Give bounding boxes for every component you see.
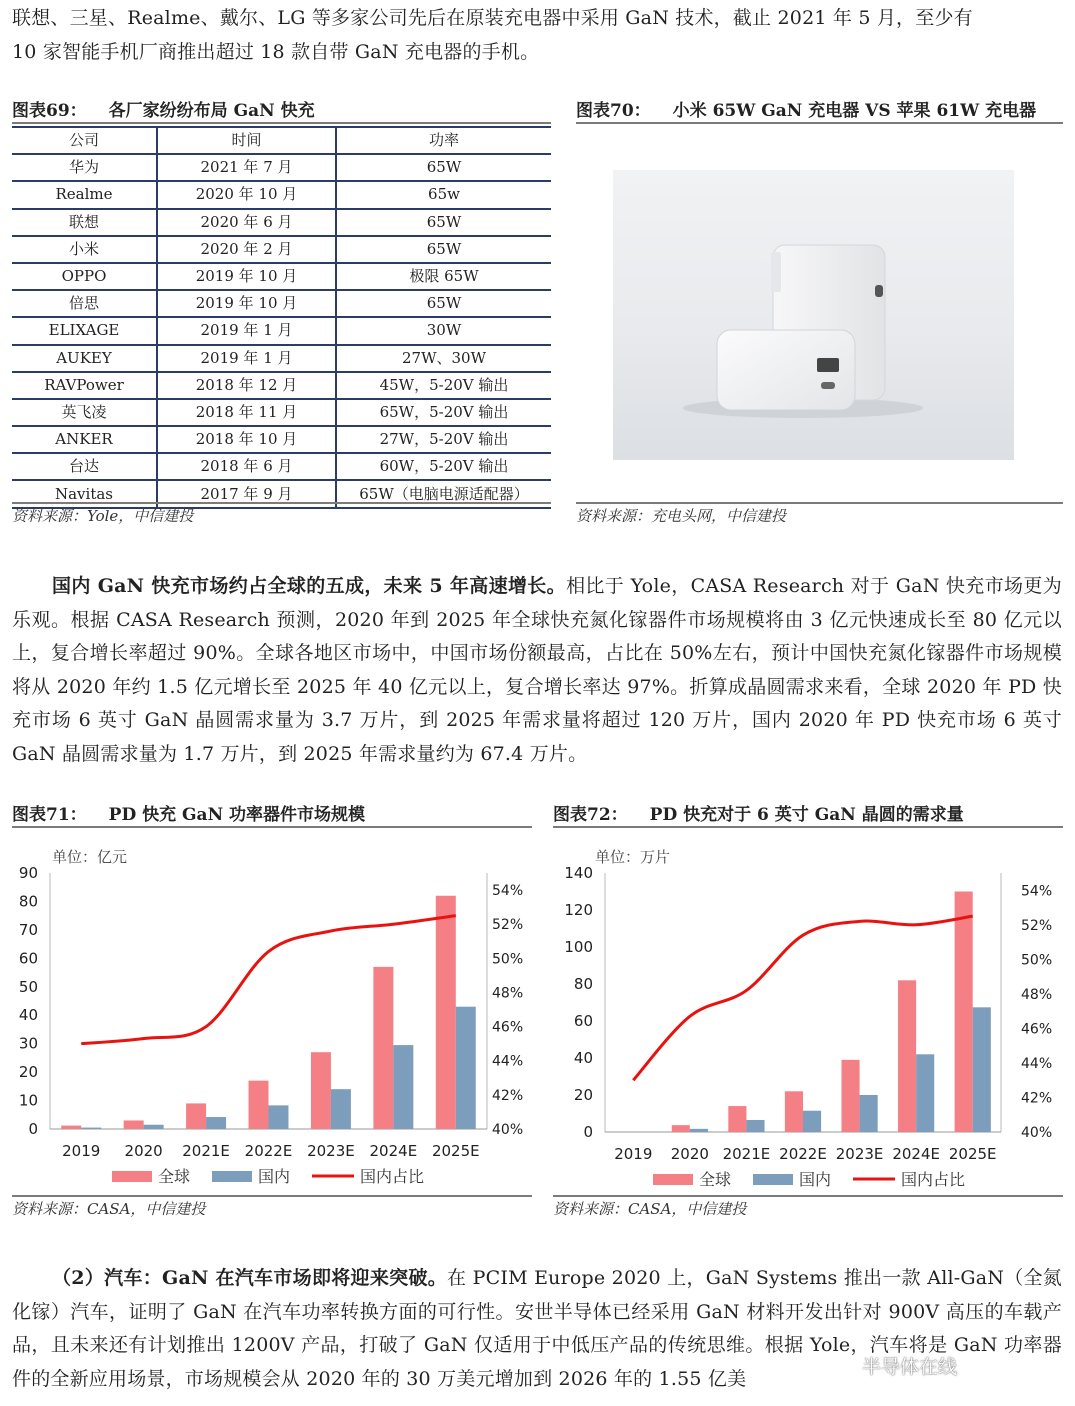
intro-line-1: 联想、三星、Realme、戴尔、LG 等多家公司先后在原装充电器中采用 GaN 技术，截止 2021 年 5 月，至少有 — [12, 7, 973, 29]
cell-time: 2018 年 11 月 — [157, 399, 336, 426]
cell-power: 65W — [336, 209, 551, 236]
cell-company: 小米 — [12, 236, 157, 263]
fig71-source: 资料来源：CASA，中信建投 — [12, 1200, 206, 1218]
section1-paragraph — [12, 570, 1062, 771]
cell-time: 2018 年 6 月 — [157, 453, 336, 480]
bar-global — [61, 1126, 81, 1129]
cell-company: 华为 — [12, 154, 157, 181]
y-tick-label: 140 — [564, 864, 593, 882]
cell-company: AUKEY — [12, 345, 157, 372]
bar-domestic — [206, 1117, 226, 1129]
fig70-title-text: 小米 65W GaN 充电器 VS 苹果 61W 充电器 — [672, 101, 1037, 121]
legend-label-share: 国内占比 — [901, 1170, 966, 1189]
fig70-title — [576, 96, 1036, 121]
x-tick-label: 2023E — [835, 1145, 884, 1163]
table-row — [12, 317, 551, 344]
x-tick-label: 2024E — [892, 1145, 940, 1163]
y2-tick-label: 52% — [1021, 917, 1053, 934]
cell-time: 2020 年 2 月 — [157, 236, 336, 263]
x-tick-label: 2022E — [779, 1145, 827, 1163]
fig69-top-rule — [12, 122, 551, 124]
watermark-text: 半导体在线 — [862, 1356, 958, 1378]
cell-company: Navitas — [12, 480, 157, 507]
fig72-title — [553, 800, 964, 825]
y-tick-label: 50 — [18, 977, 38, 996]
gan-charger-table — [12, 126, 551, 509]
y-tick-label: 40 — [18, 1006, 38, 1025]
table-row — [12, 290, 551, 317]
cell-power: 30W — [336, 317, 551, 344]
col-header-time: 时间 — [157, 127, 336, 154]
chart-unit-label: 单位：万片 — [595, 848, 671, 866]
y-tick-label: 80 — [18, 892, 38, 911]
cell-power: 65W，5-20V 输出 — [336, 399, 551, 426]
y2-tick-label: 54% — [492, 883, 524, 900]
fig72-number: 图表72： — [553, 805, 628, 825]
cell-time: 2019 年 1 月 — [157, 317, 336, 344]
bar-global — [311, 1052, 331, 1129]
bar-domestic — [393, 1045, 413, 1129]
legend-swatch-domestic — [753, 1174, 793, 1185]
x-tick-label: 2020 — [670, 1145, 709, 1163]
bar-global — [785, 1091, 803, 1132]
intro-paragraph — [12, 2, 1062, 69]
fig69-title — [12, 96, 315, 121]
cell-time: 2018 年 10 月 — [157, 426, 336, 453]
cell-company: RAVPower — [12, 372, 157, 399]
cell-power: 45W，5-20V 输出 — [336, 372, 551, 399]
domestic-share-line — [81, 916, 456, 1044]
cell-time: 2020 年 6 月 — [157, 209, 336, 236]
bar-domestic — [269, 1105, 289, 1129]
fig69-bottom-rule — [12, 502, 551, 504]
y2-tick-label: 48% — [1021, 986, 1053, 1003]
bar-domestic — [746, 1120, 764, 1132]
cell-power: 65W（电脑电源适配器） — [336, 480, 551, 507]
cell-time: 2021 年 7 月 — [157, 154, 336, 181]
y2-tick-label: 46% — [492, 1019, 524, 1036]
y-tick-label: 20 — [573, 1086, 593, 1104]
fig71-title-text: PD 快充 GaN 功率器件市场规模 — [108, 805, 366, 825]
cell-power: 65W — [336, 236, 551, 263]
intro-line-2: 10 家智能手机厂商推出超过 18 款自带 GaN 充电器的手机。 — [12, 40, 540, 63]
y2-tick-label: 44% — [1021, 1055, 1053, 1072]
y-tick-label: 100 — [564, 938, 593, 956]
section1-text: 相比于 Yole，CASA Research 对于 GaN 快充市场更为乐观。根据 CASA Research 预测，2020 年到 2025 年全球快充氮化镓器件市场规模将由 3 亿元快速成长至 80 亿元以上，复合增长率超过 90%。全球各地区市场中，中国市场份额最高，占比在 50%左右，预计中国快充氮化镓器件市场规模将从 2020 年约 1.5 亿元增长至 2025 年 40 亿元以上，复合增长率达 97%。折算成晶圆需求来看，全球 2020 年 PD 快充市场 6 英寸 GaN 晶圆需求量为 3.7 万片，到 2025 年需求量将超过 120 万片，国内 2020 年 PD 快充市场 6 英寸 GaN 晶圆需求量为 1.7 万片，到 2025 年需求量约为 67.4 万片。 — [12, 575, 1062, 765]
x-tick-label: 2019 — [62, 1142, 101, 1160]
table-header-row — [12, 127, 551, 154]
bar-global — [186, 1103, 206, 1129]
cell-power: 27W、30W — [336, 345, 551, 372]
cell-company: Realme — [12, 181, 157, 208]
legend-swatch-domestic — [212, 1171, 252, 1182]
cell-power: 65W — [336, 290, 551, 317]
x-tick-label: 2025E — [948, 1145, 997, 1163]
table-row — [12, 209, 551, 236]
bar-domestic — [803, 1111, 821, 1132]
y-tick-label: 70 — [18, 920, 38, 939]
legend-label-domestic: 国内 — [258, 1167, 291, 1186]
fig69-title-text: 各厂家纷纷布局 GaN 快充 — [108, 101, 315, 121]
x-tick-label: 2021E — [722, 1145, 771, 1163]
x-tick-label: 2023E — [307, 1142, 355, 1160]
y2-tick-label: 52% — [492, 917, 524, 934]
bar-domestic — [144, 1125, 164, 1129]
table-row — [12, 399, 551, 426]
cell-power: 65w — [336, 181, 551, 208]
gan-device-market-chart — [12, 835, 532, 1195]
col-header-power: 功率 — [336, 127, 551, 154]
y2-tick-label: 54% — [1021, 883, 1053, 900]
x-tick-label: 2021E — [182, 1142, 230, 1160]
y2-tick-label: 44% — [492, 1053, 524, 1070]
table-row — [12, 154, 551, 181]
fig71-bottom-rule — [12, 1195, 532, 1197]
y-tick-label: 0 — [28, 1120, 38, 1138]
cell-time: 2017 年 9 月 — [157, 480, 336, 507]
cell-time: 2019 年 10 月 — [157, 290, 336, 317]
cell-company: 倍思 — [12, 290, 157, 317]
fig69-source: 资料来源：Yole，中信建投 — [12, 507, 194, 525]
bar-domestic — [81, 1128, 101, 1129]
y2-tick-label: 50% — [492, 951, 524, 968]
y-tick-label: 40 — [573, 1049, 593, 1067]
bar-global — [249, 1081, 269, 1129]
bar-global — [728, 1106, 746, 1132]
fig72-top-rule — [553, 826, 1063, 828]
cell-power: 65W — [336, 154, 551, 181]
bar-global — [373, 967, 393, 1129]
fig71-top-rule — [12, 826, 532, 828]
bar-global — [436, 896, 456, 1129]
cell-company: OPPO — [12, 263, 157, 290]
legend-label-global: 全球 — [158, 1167, 191, 1186]
table-row — [12, 181, 551, 208]
cell-time: 2019 年 10 月 — [157, 263, 336, 290]
x-tick-label: 2022E — [244, 1142, 293, 1160]
table-row — [12, 263, 551, 290]
bar-domestic — [456, 1007, 476, 1129]
cell-power: 极限 65W — [336, 263, 551, 290]
table-row — [12, 426, 551, 453]
y-tick-label: 20 — [18, 1063, 38, 1082]
legend-label-global: 全球 — [699, 1170, 732, 1189]
x-tick-label: 2024E — [369, 1142, 418, 1160]
bar-global — [898, 980, 916, 1132]
section2-text: 在 PCIM Europe 2020 上，GaN Systems 推出一款 All-GaN（全氮化镓）汽车，证明了 GaN 在汽车功率转换方面的可行性。安世半导体已经采用 GaN 材料开发出针对 900V 高压的车载产品，且未来还有计划推出 1200V 产品，打破了 GaN 仅适用于中低压产品的传统思维。根据 Yole，汽车将是 GaN 功率器件的全新应用场景，市场规模会从 2020 年的 30 万美元增加到 2026 年的 1.55 亿美 — [12, 1267, 1062, 1390]
y-tick-label: 30 — [18, 1034, 38, 1053]
y-tick-label: 90 — [18, 864, 38, 882]
cell-company: ELIXAGE — [12, 317, 157, 344]
col-header-company: 公司 — [12, 127, 157, 154]
y2-tick-label: 48% — [492, 985, 524, 1002]
bar-domestic — [690, 1129, 708, 1132]
x-tick-label: 2025E — [431, 1142, 480, 1160]
fig70-number: 图表70： — [576, 101, 651, 121]
bar-domestic — [916, 1054, 934, 1132]
legend-swatch-global — [653, 1174, 693, 1185]
fig72-title-text: PD 快充对于 6 英寸 GaN 晶圆的需求量 — [649, 805, 964, 825]
cell-company: 联想 — [12, 209, 157, 236]
legend-label-share: 国内占比 — [360, 1167, 425, 1186]
y2-tick-label: 40% — [492, 1122, 524, 1138]
cell-time: 2018 年 12 月 — [157, 372, 336, 399]
fig72-bottom-rule — [553, 1195, 1063, 1197]
cell-time: 2020 年 10 月 — [157, 181, 336, 208]
legend-label-domestic: 国内 — [799, 1170, 832, 1189]
y-tick-label: 60 — [573, 1012, 593, 1030]
section2-lead: （2）汽车：GaN 在汽车市场即将迎来突破。 — [52, 1267, 448, 1289]
y2-tick-label: 40% — [1021, 1125, 1053, 1141]
bar-global — [841, 1060, 859, 1132]
bar-global — [124, 1120, 144, 1129]
table-row — [12, 453, 551, 480]
fig71-number: 图表71： — [12, 805, 87, 825]
y-tick-label: 10 — [18, 1091, 38, 1110]
cell-company: ANKER — [12, 426, 157, 453]
table-row — [12, 372, 551, 399]
legend-swatch-global — [112, 1171, 152, 1182]
table-row — [12, 236, 551, 263]
charger-comparison-photo — [613, 170, 1014, 460]
bar-domestic — [973, 1007, 991, 1132]
bar-global — [955, 892, 973, 1133]
cell-time: 2019 年 1 月 — [157, 345, 336, 372]
cell-company: 英飞凌 — [12, 399, 157, 426]
cell-power: 60W，5-20V 输出 — [336, 453, 551, 480]
bar-global — [672, 1125, 690, 1132]
y2-tick-label: 42% — [492, 1087, 524, 1104]
cell-power: 27W，5-20V 输出 — [336, 426, 551, 453]
x-tick-label: 2020 — [124, 1142, 163, 1160]
fig71-title — [12, 800, 365, 825]
y-tick-label: 120 — [564, 901, 593, 919]
y2-tick-label: 50% — [1021, 952, 1053, 969]
bar-domestic — [860, 1095, 878, 1132]
fig70-source: 资料来源：充电头网，中信建投 — [576, 507, 787, 525]
table-row — [12, 345, 551, 372]
y-tick-label: 0 — [583, 1123, 593, 1141]
gan-wafer-demand-chart — [553, 835, 1063, 1195]
chart-unit-label: 单位：亿元 — [52, 848, 128, 866]
y2-tick-label: 46% — [1021, 1021, 1053, 1038]
x-tick-label: 2019 — [614, 1145, 653, 1163]
fig70-top-rule — [576, 122, 1063, 124]
fig72-source: 资料来源：CASA，中信建投 — [553, 1200, 747, 1218]
y2-tick-label: 42% — [1021, 1090, 1053, 1107]
fig70-bottom-rule — [576, 502, 1063, 504]
bar-domestic — [331, 1089, 351, 1129]
fig69-number: 图表69： — [12, 101, 87, 121]
y-tick-label: 80 — [573, 975, 593, 993]
y-tick-label: 60 — [18, 949, 38, 968]
section1-lead: 国内 GaN 快充市场约占全球的五成，未来 5 年高速增长。 — [52, 575, 567, 597]
cell-company: 台达 — [12, 453, 157, 480]
